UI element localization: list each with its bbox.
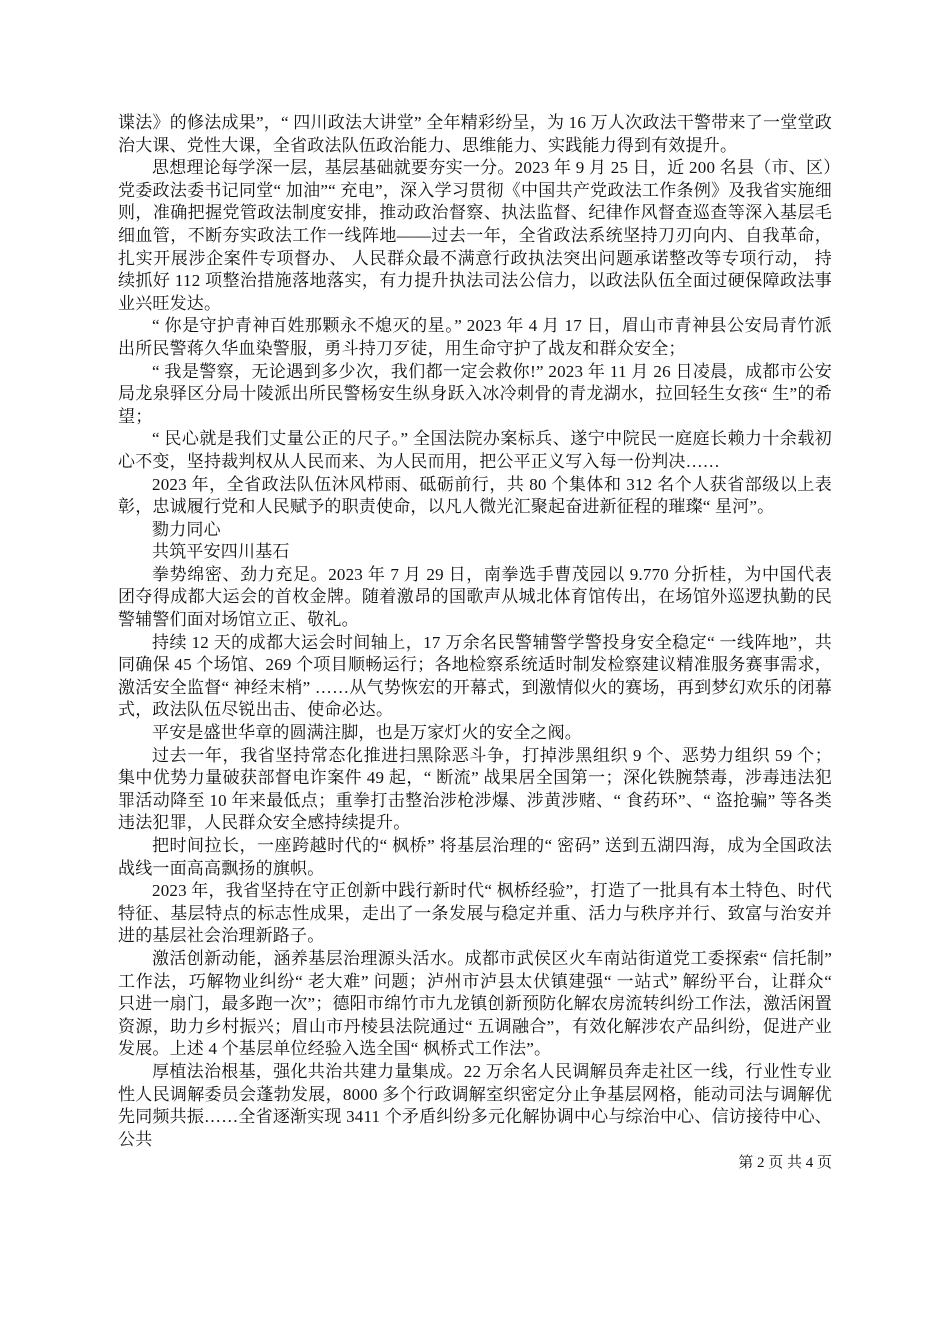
paragraph-06: 2023 年，全省政法队伍沐风栉雨、砥砺前行，共 80 个集体和 312 名个人获省部级以上表彰，忠诚履行党和人民赋予的职责使命，以凡人微光汇聚起奋进新征程的璀璨“ 星河”。 (118, 474, 832, 517)
section-heading-line-1: 勠力同心 (152, 519, 221, 539)
paragraph-15: 激活创新动能，涵养基层治理源头活水。成都市武侯区火车南站街道党工委探索“ 信托制” 工作法，巧解物业纠纷“ 老大难” 问题；泸州市泸县太伏镇建强“ 一站式” 解纷平台，让群众“ 只进一扇门，最多跑一次”；德阳市绵竹市九龙镇创新预防化解农房流转纠纷工作法，激活闲置资源，助力乡村振兴；眉山市丹棱县法院通过“ 五调融合”，有效化解涉农产品纠纷，促进产业发展。上述 4 个基层单位经验入选全国“ 枫桥式工作法”。 (118, 948, 832, 1059)
section-heading-line-2: 共筑平安四川基石 (152, 542, 290, 562)
paragraph-09: 拳势绵密、劲力充足。2023 年 7 月 29 日，南拳选手曹茂园以 9.770 分折桂，为中国代表团夺得成都大运会的首枚金牌。随着激昂的国歌声从城北体育馆传出，在场馆外巡逻执勤的民警辅警们面对场馆立正、敬礼。 (118, 564, 832, 630)
paragraph-01: 谍法》的修法成果”，“ 四川政法大讲堂” 全年精彩纷呈，为 16 万人次政法干警带来了一堂堂政治大课、党性大课，全省政法队伍政治能力、思维能力、实践能力得到有效提升。 (118, 113, 832, 155)
paragraph-02: 思想理论每学深一层，基层基础就要夯实一分。2023 年 9 月 25 日，近 200 名县（市、区）党委政法委书记同堂“ 加油”“ 充电”，深入学习贯彻《中国共产党政法工作条例》及我省实施细则，准确把握党管政法制度安排，推动政治督察、执法监督、纪律作风督查巡查等深入基层毛细血管，不断夯实政法工作一线阵地——过去一年，全省政法系统坚持刀刃向内、自我革命，扎实开展涉企案件专项督办、 人民群众最不满意行政执法突出问题承诺整改等专项行动， 持续抓好 112 项整治措施落地落实，有力提升执法司法公信力，以政法队伍全面过硬保障政法事业兴旺发达。 (118, 158, 832, 313)
page-footer (738, 1153, 832, 1173)
page-number-label: 第 2 页 共 4 页 (738, 1155, 832, 1171)
paragraph-14: 2023 年，我省坚持在守正创新中践行新时代“ 枫桥经验”，打造了一批具有本土特色、时代特征、基层特点的标志性成果，走出了一条发展与稳定并重、活力与秩序并行、致富与治安并进的基层社会治理新路子。 (118, 881, 832, 946)
paragraph-03: “ 你是守护青神百姓那颗永不熄灭的星。” 2023 年 4 月 17 日，眉山市青神县公安局青竹派出所民警蒋久华血染警服，勇斗持刀歹徒，用生命守护了战友和群众安全； (118, 316, 832, 358)
paragraph-05: “ 民心就是我们丈量公正的尺子。” 全国法院办案标兵、遂宁中院民一庭庭长赖力十余载初心不变，坚持裁判权从人民而来、为人民而用，把公平正义写入每一份判决…… (118, 429, 832, 471)
document-body (118, 112, 832, 1151)
paragraph-10: 持续 12 天的成都大运会时间轴上，17 万余名民警辅警学警投身安全稳定“ 一线阵地”，共同确保 45 个场馆、269 个项目顺畅运行；各地检察系统适时制发检察建议精准服务赛事需求，激活安全监督“ 神经末梢” ……从气势恢宏的开幕式，到激情似火的赛场，再到梦幻欢乐的闭幕式，政法队伍尽锐出击、使命必达。 (118, 632, 832, 720)
paragraph-16: 厚植法治根基，强化共治共建力量集成。22 万余名人民调解员奔走社区一线，行业性专业性人民调解委员会蓬勃发展，8000 多个行政调解室织密定分止争基层网格，能动司法与调解优先同频共振……全省逐渐实现 3411 个矛盾纠纷多元化解协调中心与综治中心、信访接待中心、公共 (118, 1061, 832, 1149)
paragraph-11: 平安是盛世华章的圆满注脚，也是万家灯火的安全之阀。 (152, 723, 582, 743)
paragraph-12: 过去一年，我省坚持常态化推进扫黑除恶斗争，打掉涉黑组织 9 个、恶势力组织 59 个；集中优势力量破获部督电诈案件 49 起，“ 断流” 战果居全国第一；深化铁腕禁毒，涉毒违法犯罪活动降至 10 年来最低点；重拳打击整治涉枪涉爆、涉黄涉赌、“ 食药环”、“ 盗抢骗” 等各类违法犯罪，人民群众安全感持续提升。 (118, 745, 832, 833)
paragraph-04: “ 我是警察，无论遇到多少次，我们都一定会救你!” 2023 年 11 月 26 日凌晨，成都市公安局龙泉驿区分局十陵派出所民警杨安生纵身跃入冰冷刺骨的青龙湖水，拉回轻生女孩“ 生”的希望； (118, 361, 832, 426)
paragraph-13: 把时间拉长，一座跨越时代的“ 枫桥” 将基层治理的“ 密码” 送到五湖四海，成为全国政法战线一面高高飘扬的旗帜。 (118, 836, 832, 878)
